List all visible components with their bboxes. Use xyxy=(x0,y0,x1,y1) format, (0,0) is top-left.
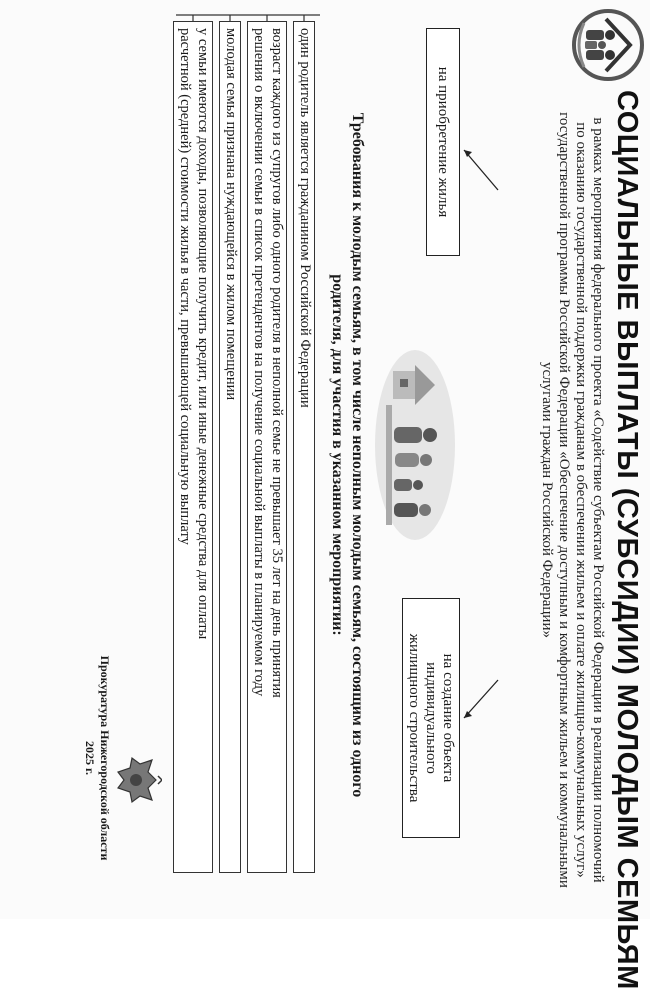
subtitle-line: по оказанию государственной поддержки гражданам в обеспечении жильем и оплате жилищно-коммунальных услуг» xyxy=(573,122,589,878)
footer-year: 2025 г. xyxy=(83,740,97,776)
purpose-label: на приобретение жилья xyxy=(435,66,452,218)
requirement-item xyxy=(293,21,315,873)
footer-org: Прокуратура Нижегородской области xyxy=(98,655,112,861)
footer xyxy=(82,628,112,888)
coat-of-arms-icon xyxy=(110,750,162,810)
requirement-line: расчетной (средней) стоимости жилья в части, превышающей социальную выплату xyxy=(177,28,193,545)
purpose-label-line: на создание объекта индивидуального xyxy=(423,653,457,783)
page-title: СОЦИАЛЬНЫЕ ВЫПЛАТЫ (СУБСИДИИ) МОЛОДЫМ СЕМЬЯМ xyxy=(611,90,643,990)
subtitle-line: услугами граждан Российской Федерации» xyxy=(539,362,555,638)
requirement-line: возраст каждого из супругов либо одного родителя в неполной семье не превышает 35 лет на день принятия xyxy=(269,28,285,698)
purpose-label-line: жилищного строительства xyxy=(406,633,423,803)
subtitle-line: государственной программы Российской Федерации «Обеспечение доступным и комфортным жильем и коммунальными xyxy=(556,112,572,888)
requirement-item xyxy=(173,21,213,873)
requirement-item xyxy=(247,21,287,873)
requirement-line: решения о включении семьи в список претендентов на получение социальной выплаты в планируемом году xyxy=(251,28,267,697)
requirements-heading-line: родителя, для участия в указанном мероприятии: xyxy=(329,274,346,636)
requirement-line: у семьи имеются доходы, позволяющие получить кредит, или иные денежные средства для оплаты xyxy=(195,28,211,640)
requirement-line: молодая семья признана нуждающейся в жилом помещении xyxy=(223,28,239,401)
subtitle-line: в рамках мероприятия федерального проекта «Содействие субъектам Российской Федерации в реализации полномочий xyxy=(590,117,606,883)
requirement-item xyxy=(219,21,241,873)
requirements-heading-line: Требования к молодым семьям, в том числе неполным молодым семьям, состоящим из одного xyxy=(349,112,366,798)
requirement-line: один родитель является гражданином Российской Федерации xyxy=(297,28,313,408)
